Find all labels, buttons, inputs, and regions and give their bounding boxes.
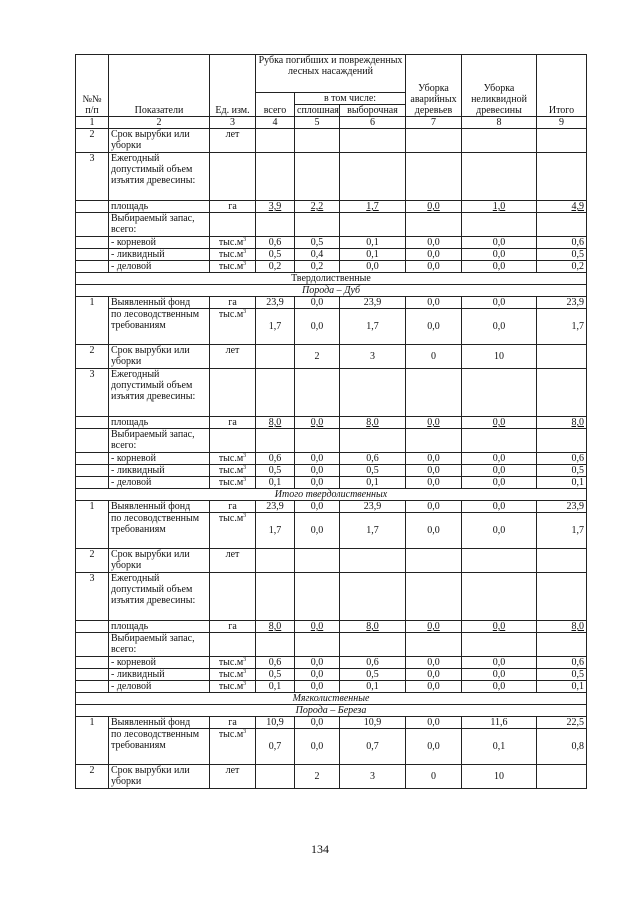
row-unit: лет bbox=[210, 549, 256, 573]
value-cell: 0,0 bbox=[406, 657, 462, 669]
row-number: 3 bbox=[76, 573, 109, 621]
row-label: Ежегодный допустимый объем изъятия древесины: bbox=[109, 369, 210, 417]
section-title: Твердолиственные bbox=[76, 273, 587, 285]
value-cell: 8,0 bbox=[340, 621, 406, 633]
value-cell: 8,0 bbox=[340, 417, 406, 429]
row-unit: $тыс.м^3$ bbox=[210, 309, 256, 345]
value-cell: 0,6 bbox=[256, 237, 295, 249]
value-cell: 0,0 bbox=[462, 477, 537, 489]
row-label: Выявленный фонд bbox=[109, 501, 210, 513]
value-cell: 0,1 bbox=[340, 477, 406, 489]
row-unit: $тыс.м^3$ bbox=[210, 477, 256, 489]
header-unit: Ед. изм. bbox=[210, 55, 256, 117]
value-cell: 0,6 bbox=[256, 657, 295, 669]
value-cell: 0,0 bbox=[406, 417, 462, 429]
value-cell: 3 bbox=[340, 765, 406, 789]
column-number: 1 bbox=[76, 117, 109, 129]
row-label: Срок вырубки или уборки bbox=[109, 129, 210, 153]
value-cell: 3,9 bbox=[256, 201, 295, 213]
table-row bbox=[76, 657, 587, 669]
header-felling: Рубка погибших и поврежденных лесных насаждений bbox=[256, 55, 406, 93]
row-label: - деловой bbox=[109, 477, 210, 489]
value-cell: 0,2 bbox=[256, 261, 295, 273]
header-row bbox=[76, 55, 587, 93]
value-cell: 10 bbox=[462, 765, 537, 789]
row-label: - ликвидный bbox=[109, 249, 210, 261]
table-row bbox=[76, 153, 587, 201]
value-cell: 0,0 bbox=[462, 309, 537, 345]
value-cell: 8,0 bbox=[537, 417, 587, 429]
row-label: площадь bbox=[109, 417, 210, 429]
row-label: - ликвидный bbox=[109, 669, 210, 681]
header-indicator: Показатели bbox=[109, 55, 210, 117]
value-cell: 0,0 bbox=[462, 513, 537, 549]
value-cell: 0,0 bbox=[295, 729, 340, 765]
value-cell: 0,0 bbox=[462, 681, 537, 693]
row-label: - корневой bbox=[109, 657, 210, 669]
table-row bbox=[76, 765, 587, 789]
value-cell: 0,8 bbox=[537, 729, 587, 765]
section-row bbox=[76, 705, 587, 717]
row-number: 1 bbox=[76, 297, 109, 345]
row-unit: $тыс.м^3$ bbox=[210, 729, 256, 765]
value-cell: 0,0 bbox=[406, 201, 462, 213]
value-cell: 0,6 bbox=[340, 657, 406, 669]
value-cell: 0,0 bbox=[462, 417, 537, 429]
value-cell: 0,5 bbox=[256, 669, 295, 681]
value-cell: 0,0 bbox=[462, 297, 537, 309]
value-cell: 0,0 bbox=[295, 309, 340, 345]
row-label: Выбираемый запас, всего: bbox=[109, 429, 210, 453]
row-unit: га bbox=[210, 621, 256, 633]
value-cell: 4,9 bbox=[537, 201, 587, 213]
value-cell: 23,9 bbox=[537, 297, 587, 309]
table-row bbox=[76, 729, 587, 765]
row-label: Ежегодный допустимый объем изъятия древесины: bbox=[109, 153, 210, 201]
header-emergency: Уборка аварийных деревьев bbox=[406, 55, 462, 117]
value-cell: 1,7 bbox=[537, 309, 587, 345]
row-unit: $тыс.м^3$ bbox=[210, 261, 256, 273]
value-cell: 0,0 bbox=[406, 621, 462, 633]
table-row bbox=[76, 201, 587, 213]
table-row bbox=[76, 129, 587, 153]
value-cell: 0,0 bbox=[295, 501, 340, 513]
value-cell: 1,7 bbox=[340, 513, 406, 549]
value-cell: 0,6 bbox=[537, 453, 587, 465]
value-cell bbox=[256, 765, 295, 789]
value-cell: 8,0 bbox=[537, 621, 587, 633]
value-cell: 0,0 bbox=[462, 453, 537, 465]
value-cell: 3 bbox=[340, 345, 406, 369]
value-cell: 0,0 bbox=[406, 717, 462, 729]
header-selective: выборочная bbox=[340, 105, 406, 117]
value-cell: 23,9 bbox=[256, 501, 295, 513]
value-cell: 0,0 bbox=[295, 465, 340, 477]
section-row bbox=[76, 285, 587, 297]
value-cell: 0,0 bbox=[295, 657, 340, 669]
column-number: 2 bbox=[109, 117, 210, 129]
value-cell: 0,6 bbox=[256, 453, 295, 465]
table-row bbox=[76, 417, 587, 429]
header-total-all: всего bbox=[256, 93, 295, 117]
value-cell: 0,5 bbox=[537, 669, 587, 681]
value-cell: 2 bbox=[295, 345, 340, 369]
value-cell: 0,0 bbox=[406, 465, 462, 477]
table-row bbox=[76, 549, 587, 573]
row-unit: лет bbox=[210, 129, 256, 153]
header-clear: сплошная bbox=[295, 105, 340, 117]
header-incl: в том числе: bbox=[295, 93, 406, 105]
table-row bbox=[76, 669, 587, 681]
row-unit: $тыс.м^3$ bbox=[210, 669, 256, 681]
row-label: Ежегодный допустимый объем изъятия древесины: bbox=[109, 573, 210, 621]
value-cell: 0,0 bbox=[462, 669, 537, 681]
value-cell: 0,1 bbox=[462, 729, 537, 765]
value-cell: 10,9 bbox=[256, 717, 295, 729]
row-label: по лесоводственным требованиям bbox=[109, 309, 210, 345]
value-cell: 0,0 bbox=[462, 621, 537, 633]
value-cell: 0,0 bbox=[295, 669, 340, 681]
section-row bbox=[76, 693, 587, 705]
value-cell: 8,0 bbox=[256, 621, 295, 633]
section-subtitle: Порода – Береза bbox=[76, 705, 587, 717]
value-cell: 0,5 bbox=[537, 249, 587, 261]
row-label: Выявленный фонд bbox=[109, 717, 210, 729]
row-label: - ликвидный bbox=[109, 465, 210, 477]
header-illiquid: Уборка неликвидной древесины bbox=[462, 55, 537, 117]
row-unit: $тыс.м^3$ bbox=[210, 249, 256, 261]
row-label: по лесоводственным требованиям bbox=[109, 513, 210, 549]
value-cell: 1,7 bbox=[340, 201, 406, 213]
value-cell: 0,0 bbox=[406, 477, 462, 489]
value-cell: 1,7 bbox=[340, 309, 406, 345]
header-total: Итого bbox=[537, 55, 587, 117]
value-cell: 8,0 bbox=[256, 417, 295, 429]
table-row bbox=[76, 573, 587, 621]
table-row bbox=[76, 213, 587, 237]
value-cell: 0,2 bbox=[295, 261, 340, 273]
value-cell: 0,1 bbox=[340, 681, 406, 693]
value-cell: 0,0 bbox=[340, 261, 406, 273]
value-cell: 1,0 bbox=[462, 201, 537, 213]
column-number-row bbox=[76, 117, 587, 129]
row-number: 1 bbox=[76, 501, 109, 549]
column-number: 3 bbox=[210, 117, 256, 129]
row-unit: $тыс.м^3$ bbox=[210, 237, 256, 249]
value-cell: 0,0 bbox=[295, 453, 340, 465]
section-subtitle: Порода – Дуб bbox=[76, 285, 587, 297]
header-num: №№ п/п bbox=[76, 55, 109, 117]
value-cell: 0,0 bbox=[406, 237, 462, 249]
row-unit: га bbox=[210, 201, 256, 213]
value-cell: 0,0 bbox=[462, 261, 537, 273]
value-cell: 0,0 bbox=[295, 717, 340, 729]
row-unit: $тыс.м^3$ bbox=[210, 657, 256, 669]
row-label: - деловой bbox=[109, 261, 210, 273]
column-number: 9 bbox=[537, 117, 587, 129]
value-cell: 1,7 bbox=[256, 309, 295, 345]
row-label: Срок вырубки или уборки bbox=[109, 345, 210, 369]
row-number: 2 bbox=[76, 345, 109, 369]
row-unit: га bbox=[210, 501, 256, 513]
table-row bbox=[76, 717, 587, 729]
row-unit: га bbox=[210, 297, 256, 309]
column-number: 7 bbox=[406, 117, 462, 129]
row-number: 2 bbox=[76, 765, 109, 789]
value-cell: 23,9 bbox=[340, 297, 406, 309]
value-cell: 22,5 bbox=[537, 717, 587, 729]
table-row bbox=[76, 681, 587, 693]
value-cell: 0,0 bbox=[406, 297, 462, 309]
value-cell: 10 bbox=[462, 345, 537, 369]
value-cell: 0,7 bbox=[256, 729, 295, 765]
value-cell: 0,1 bbox=[256, 477, 295, 489]
value-cell: 0,0 bbox=[406, 681, 462, 693]
value-cell: 0,6 bbox=[340, 453, 406, 465]
value-cell: 0,0 bbox=[462, 249, 537, 261]
column-number: 4 bbox=[256, 117, 295, 129]
table-row bbox=[76, 501, 587, 513]
row-label: - корневой bbox=[109, 237, 210, 249]
section-subtitle: Итого твердолиственных bbox=[76, 489, 587, 501]
value-cell: 0,0 bbox=[406, 669, 462, 681]
row-number: 3 bbox=[76, 369, 109, 417]
table-row bbox=[76, 237, 587, 249]
value-cell bbox=[256, 345, 295, 369]
value-cell: 0,1 bbox=[537, 681, 587, 693]
value-cell: 0,5 bbox=[295, 237, 340, 249]
row-label: - деловой bbox=[109, 681, 210, 693]
row-label: Выбираемый запас, всего: bbox=[109, 213, 210, 237]
value-cell: 0,0 bbox=[295, 681, 340, 693]
row-label: Выявленный фонд bbox=[109, 297, 210, 309]
value-cell: 0,5 bbox=[256, 465, 295, 477]
column-number: 6 bbox=[340, 117, 406, 129]
section-row bbox=[76, 273, 587, 285]
value-cell: 0 bbox=[406, 345, 462, 369]
value-cell: 0,7 bbox=[340, 729, 406, 765]
value-cell: 0 bbox=[406, 765, 462, 789]
value-cell: 11,6 bbox=[462, 717, 537, 729]
row-number: 2 bbox=[76, 549, 109, 573]
value-cell bbox=[537, 345, 587, 369]
column-number: 5 bbox=[295, 117, 340, 129]
row-number: 1 bbox=[76, 717, 109, 765]
row-unit: лет bbox=[210, 765, 256, 789]
value-cell: 23,9 bbox=[256, 297, 295, 309]
value-cell: 0,6 bbox=[537, 657, 587, 669]
value-cell: 0,0 bbox=[406, 261, 462, 273]
value-cell: 23,9 bbox=[537, 501, 587, 513]
row-unit: $тыс.м^3$ bbox=[210, 681, 256, 693]
value-cell: 0,0 bbox=[462, 237, 537, 249]
table-row bbox=[76, 249, 587, 261]
table-row bbox=[76, 369, 587, 417]
table-row bbox=[76, 633, 587, 657]
value-cell: 0,5 bbox=[537, 465, 587, 477]
table-row bbox=[76, 453, 587, 465]
value-cell: 1,7 bbox=[537, 513, 587, 549]
value-cell: 0,0 bbox=[462, 657, 537, 669]
table-row bbox=[76, 261, 587, 273]
value-cell: 0,0 bbox=[295, 477, 340, 489]
value-cell: 0,0 bbox=[406, 501, 462, 513]
value-cell: 0,6 bbox=[537, 237, 587, 249]
row-unit: га bbox=[210, 717, 256, 729]
value-cell: 0,0 bbox=[462, 501, 537, 513]
value-cell: 0,4 bbox=[295, 249, 340, 261]
table-row bbox=[76, 297, 587, 309]
value-cell: 1,7 bbox=[256, 513, 295, 549]
row-unit: лет bbox=[210, 345, 256, 369]
value-cell: 0,0 bbox=[295, 297, 340, 309]
value-cell: 2,2 bbox=[295, 201, 340, 213]
value-cell: 0,1 bbox=[340, 249, 406, 261]
value-cell: 0,0 bbox=[462, 465, 537, 477]
row-label: Выбираемый запас, всего: bbox=[109, 633, 210, 657]
forest-felling-table bbox=[75, 54, 587, 789]
row-unit: $тыс.м^3$ bbox=[210, 465, 256, 477]
value-cell: 0,0 bbox=[406, 249, 462, 261]
table-row bbox=[76, 345, 587, 369]
value-cell: 0,0 bbox=[295, 417, 340, 429]
row-label: площадь bbox=[109, 621, 210, 633]
value-cell: 0,0 bbox=[406, 513, 462, 549]
section-title: Мягколиственные bbox=[76, 693, 587, 705]
row-label: по лесоводственным требованиям bbox=[109, 729, 210, 765]
value-cell: 0,0 bbox=[295, 513, 340, 549]
row-unit: $тыс.м^3$ bbox=[210, 513, 256, 549]
value-cell: 0,5 bbox=[340, 669, 406, 681]
value-cell: 2 bbox=[295, 765, 340, 789]
value-cell bbox=[537, 765, 587, 789]
page-number: 134 bbox=[311, 842, 329, 856]
table-row bbox=[76, 477, 587, 489]
row-number: 3 bbox=[76, 153, 109, 201]
value-cell: 10,9 bbox=[340, 717, 406, 729]
row-number: 2 bbox=[76, 129, 109, 153]
value-cell: 0,0 bbox=[406, 309, 462, 345]
value-cell: 0,2 bbox=[537, 261, 587, 273]
table-row bbox=[76, 429, 587, 453]
value-cell: 23,9 bbox=[340, 501, 406, 513]
row-label: - корневой bbox=[109, 453, 210, 465]
value-cell: 0,0 bbox=[406, 453, 462, 465]
row-unit: га bbox=[210, 417, 256, 429]
row-label: Срок вырубки или уборки bbox=[109, 765, 210, 789]
column-number: 8 bbox=[462, 117, 537, 129]
value-cell: 0,1 bbox=[340, 237, 406, 249]
value-cell: 0,0 bbox=[295, 621, 340, 633]
table-row bbox=[76, 465, 587, 477]
value-cell: 0,0 bbox=[406, 729, 462, 765]
table-row bbox=[76, 621, 587, 633]
table-row bbox=[76, 513, 587, 549]
row-unit: $тыс.м^3$ bbox=[210, 453, 256, 465]
value-cell: 0,1 bbox=[256, 681, 295, 693]
value-cell: 0,5 bbox=[340, 465, 406, 477]
table-row bbox=[76, 309, 587, 345]
value-cell: 0,1 bbox=[537, 477, 587, 489]
section-row bbox=[76, 489, 587, 501]
row-label: Срок вырубки или уборки bbox=[109, 549, 210, 573]
value-cell: 0,5 bbox=[256, 249, 295, 261]
row-label: площадь bbox=[109, 201, 210, 213]
